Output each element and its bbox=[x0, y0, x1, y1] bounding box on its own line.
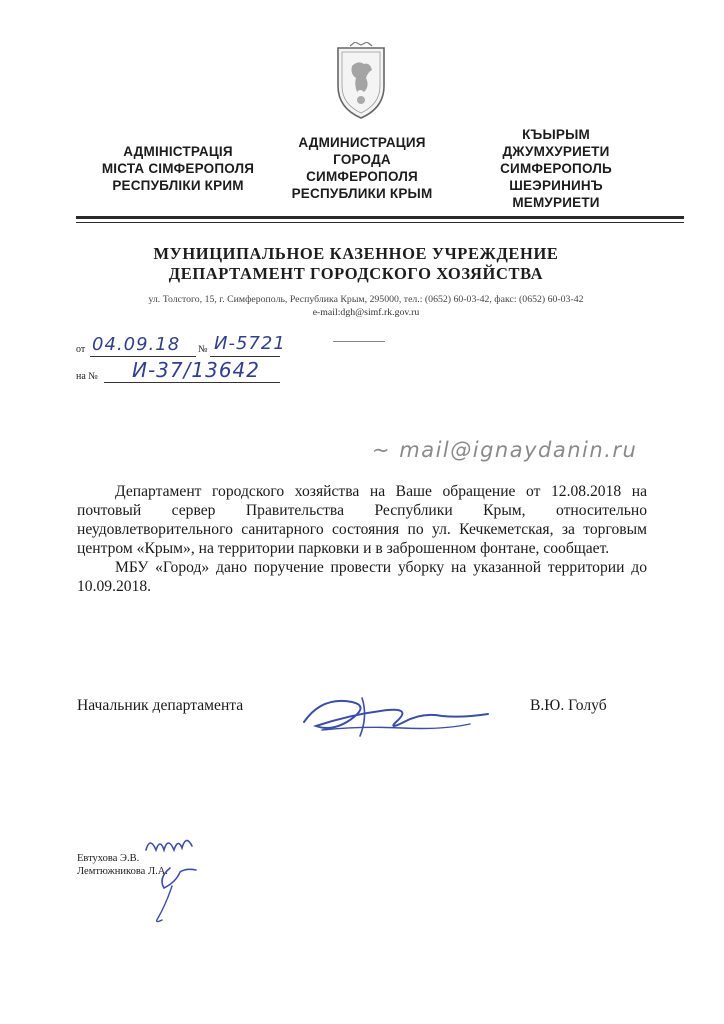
signatory-position: Начальник департамента bbox=[77, 697, 244, 714]
number-label: № bbox=[198, 344, 208, 355]
reply-underline bbox=[104, 382, 280, 383]
header-left-block bbox=[78, 143, 278, 194]
executor-1: Евтухова Э.В. bbox=[77, 853, 140, 864]
header-center-block bbox=[262, 134, 462, 202]
header-right-line: МЕМУРИЕТИ bbox=[512, 195, 600, 210]
header-left-line: РЕСПУБЛІКИ КРИМ bbox=[112, 178, 244, 193]
header-center-line: ГОРОДА bbox=[333, 152, 391, 167]
header-left-line: АДМІНІСТРАЦІЯ bbox=[123, 144, 233, 159]
organization-email: e-mail:dgh@simf.rk.gov.ru bbox=[312, 307, 420, 318]
organization-line-1: МУНИЦИПАЛЬНОЕ КАЗЕННОЕ УЧРЕЖДЕНИЕ bbox=[153, 244, 559, 263]
signatory-name: В.Ю. Голуб bbox=[530, 697, 607, 714]
header-right-line: ШЕЭРИНИНЪ bbox=[509, 178, 603, 193]
letter-body bbox=[77, 482, 647, 596]
header-center-line: АДМИНИСТРАЦИЯ bbox=[298, 135, 426, 150]
number-underline bbox=[210, 356, 280, 357]
header-right-line: КЪЫРЫМ bbox=[522, 127, 590, 142]
organization-title bbox=[76, 244, 636, 284]
body-paragraph-2: МБУ «Город» дано поручение провести уборку на указанной территории до 10.09.2018. bbox=[77, 559, 647, 595]
date-underline bbox=[90, 356, 196, 357]
header-right-block bbox=[456, 126, 656, 211]
handwritten-signature bbox=[292, 686, 502, 746]
header-rule-thick bbox=[76, 216, 684, 219]
recipient-email: ~ mail@ignaydanin.ru bbox=[372, 438, 638, 462]
header-rule-thin bbox=[76, 222, 684, 223]
header-center-line: РЕСПУБЛИКИ КРЫМ bbox=[291, 186, 433, 201]
header-right-line: СИМФЕРОПОЛЬ bbox=[500, 161, 612, 176]
header-right-line: ДЖУМХУРИЕТИ bbox=[502, 144, 610, 159]
reply-label: на № bbox=[76, 371, 98, 382]
divider-short bbox=[333, 341, 385, 342]
executor-initials-signature bbox=[136, 828, 206, 928]
outgoing-date: 04.09.18 bbox=[92, 334, 181, 355]
reply-number: И-37/13642 bbox=[132, 358, 260, 382]
organization-address: ул. Толстого, 15, г. Симферополь, Республика Крым, 295000, тел.: (0652) 60-03-42, факс: (0652) 60-03-42 bbox=[148, 294, 584, 305]
crimea-coat-of-arms-icon bbox=[330, 42, 392, 122]
organization-line-2: ДЕПАРТАМЕНТ ГОРОДСКОГО ХОЗЯЙСТВА bbox=[168, 264, 544, 283]
date-label: от bbox=[76, 344, 86, 355]
executor-2: Лемтюжникова Л.А. bbox=[77, 866, 168, 877]
body-paragraph-1: Департамент городского хозяйства на Ваше обращение от 12.08.2018 на почтовый сервер Правительства Республики Крым, относительно неудовлетворительного санитарного состояния по ул. Кечкеметская, за торговым центром «Крым», на территории парковки и в заброшенном фонтане, сообщает. bbox=[77, 483, 647, 557]
header-center-line: СИМФЕРОПОЛЯ bbox=[306, 169, 418, 184]
outgoing-number: И-5721 bbox=[214, 333, 286, 354]
header-left-line: МІСТА СІМФЕРОПОЛЯ bbox=[101, 161, 255, 176]
